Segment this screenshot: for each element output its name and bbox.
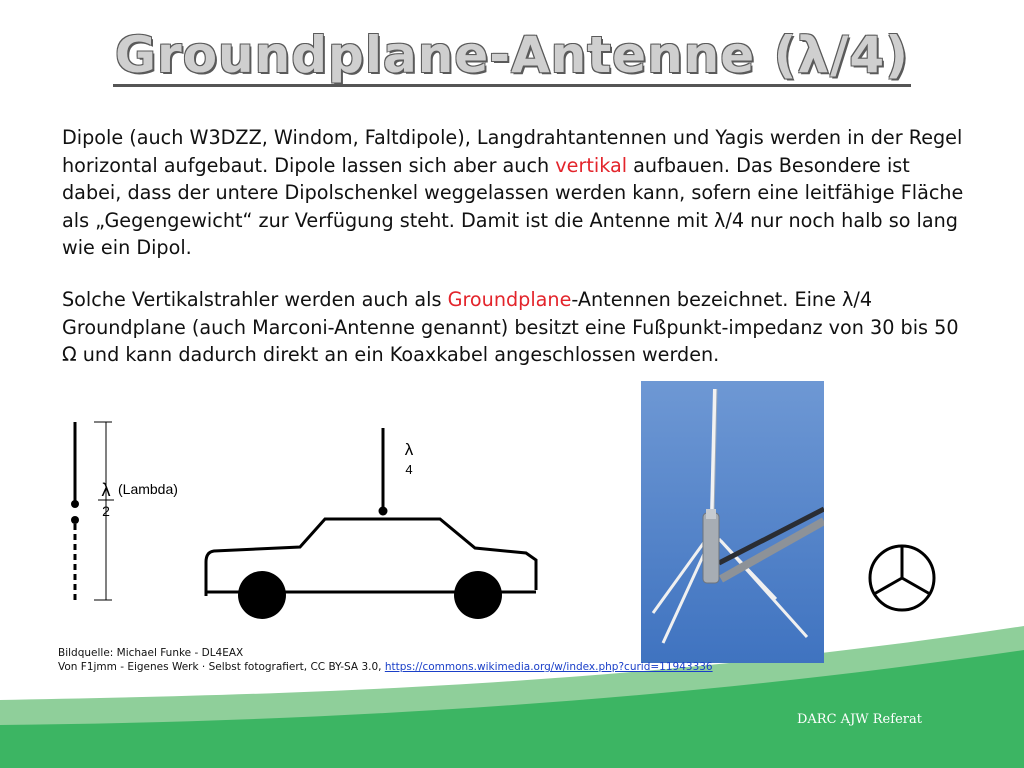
paragraph-vertical-dipole: Dipole (auch W3DZZ, Windom, Faltdipole), Langdrahtantennen und Yagis werden in der Regel horizontal aufgebaut. Dipole lassen sich aber auch vertikal aufbauen. Das Besondere ist dabei, dass der untere Dipolschenkel weggelassen werden kann, sofern eine leitfähige Fläche als „Gegengewicht“ zur Verfügung steht. Damit ist die Antenne mit λ/4 nur noch halb so lang wie ein Dipol. <box>62 126 964 260</box>
groundplane-antenna-photo <box>641 381 824 663</box>
dipole-lambda-denominator: 2 <box>102 503 110 519</box>
highlight-groundplane: Groundplane <box>447 287 572 311</box>
source-link[interactable]: https://commons.wikimedia.org/w/index.php?curid=11943336 <box>384 661 713 673</box>
dipole-feed-point-upper <box>71 500 79 508</box>
image-source <box>58 646 818 674</box>
car-rear-wheel <box>238 571 286 619</box>
vertical-dipole-diagram <box>62 418 202 608</box>
dipole-lambda-symbol: λ <box>101 480 111 500</box>
paragraph-groundplane: Solche Vertikalstrahler werden auch als Groundplane-Antennen bezeichnet. Eine λ/4 Groundplane (auch Marconi-Antenne genannt) besitzt eine Fußpunkt-impedanz von 30 bis 50 Ω und kann dadurch direkt an ein Koaxkabel angeschlossen werden. <box>62 287 959 367</box>
source-line-2: Von F1jmm - Eigenes Werk · Selbst fotografiert, CC BY-SA 3.0, https://commons.wikimedia.org/w/index.php?curid=11943336 <box>58 661 713 673</box>
car-antenna-diagram <box>200 420 540 620</box>
source-line-1: Bildquelle: Michael Funke - DL4EAX <box>58 647 244 659</box>
car-lambda-denominator: 4 <box>405 462 413 477</box>
body-text <box>62 124 972 369</box>
radial-lower-left <box>874 578 902 594</box>
slide-title <box>0 26 1024 84</box>
radial-lower-right <box>902 578 930 594</box>
slide-title-text: Groundplane-Antenne (λ/4) <box>113 26 911 87</box>
dipole-lambda-label: (Lambda) <box>118 481 178 497</box>
car-antenna-base <box>379 507 388 516</box>
footer-label: DARC AJW Referat <box>797 712 922 727</box>
dipole-feed-point-lower <box>71 516 79 524</box>
car-lambda-symbol: λ <box>404 440 414 459</box>
groundplane-radials-symbol <box>862 538 942 618</box>
photo-hub-collar <box>706 509 716 519</box>
photo-antenna-hub <box>703 513 719 583</box>
highlight-vertikal: vertikal <box>555 153 628 177</box>
car-front-wheel <box>454 571 502 619</box>
